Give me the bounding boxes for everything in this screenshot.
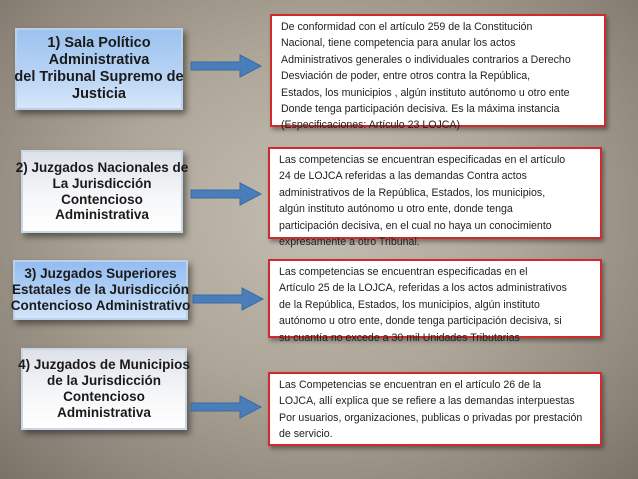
court-title-line: 4) Juzgados de Municipios <box>18 357 190 373</box>
description-line: Desviación de poder, entre otros contra la República, <box>281 70 531 83</box>
court-box-juzgados-nacionales <box>15 150 189 233</box>
court-title-line: Justicia <box>72 86 126 103</box>
description-line: de servicio. <box>279 428 333 441</box>
description-line: Por usuarios, organizaciones, publicas o privadas por prestación <box>279 411 583 424</box>
description-line: de la República, Estados, los municipios, algún instituto <box>279 298 540 311</box>
description-line: Nacional, tiene competencia para anular los actos <box>281 37 516 50</box>
court-title <box>16 160 189 224</box>
description-line: Estados, los municipios , algún instituto autónomo u otro ente <box>281 86 570 99</box>
description-line: su cuantía no excede a 30 mil Unidades Tributarias <box>279 331 520 344</box>
description-line: algún instituto autónomo u otro ente, donde tenga <box>279 203 513 216</box>
court-title-line: Contencioso Administrativo <box>10 297 191 313</box>
court-box-juzgados-municipios <box>18 348 190 430</box>
description-line: expresamente a otro Tribunal. <box>279 236 420 249</box>
court-title-line: 3) Juzgados Superiores <box>24 266 177 282</box>
description-line: Administrativos generales o individuales contrarios a Derecho <box>281 53 571 66</box>
description-line: (Especificaciones: Artículo 23 LOJCA) <box>281 119 460 132</box>
right-arrow-icon <box>190 53 263 79</box>
description-line: LOJCA, allí explica que se refiere a las demandas interpuestas <box>279 395 575 408</box>
court-title-line: del Tribunal Supremo de <box>14 69 184 85</box>
court-title-line: de la Jurisdicción <box>46 373 162 389</box>
court-title <box>11 266 191 314</box>
description-line: Donde tenga participación decisiva. Es la máxima instancia <box>281 103 560 116</box>
court-title-line: 1) Sala Político <box>47 34 151 51</box>
court-title-line: 2) Juzgados Nacionales de <box>15 159 189 175</box>
description-line: Las competencias se encuentran especificadas en el <box>279 266 528 278</box>
court-title-line: Administrativa <box>48 51 150 68</box>
description-line: participación decisiva, en el cual no haya un conocimiento <box>279 219 552 232</box>
description-line: 24 de LOJCA referidas a las demandas Contra actos <box>279 170 527 183</box>
right-arrow-icon <box>190 181 263 207</box>
description-line: administrativos de la República, Estados, los municipios, <box>279 186 546 199</box>
court-title-line: Administrativa <box>57 404 151 420</box>
court-title-line: La Jurisdicción <box>52 175 152 191</box>
right-arrow-icon <box>192 286 265 312</box>
description-line: De conformidad con el artículo 259 de la Constitución <box>281 21 533 33</box>
description-line: Las Competencias se encuentran en el artículo 26 de la <box>279 379 542 391</box>
court-title-line: Contencioso <box>63 389 145 404</box>
right-arrow-icon <box>190 394 263 420</box>
court-title-line: Estatales de la Jurisdicción <box>11 282 190 298</box>
court-box-juzgados-superiores <box>10 260 191 320</box>
description-line: Las competencias se encuentran especificadas en el artículo <box>279 154 566 166</box>
court-box-sala-politico-administrativa <box>15 28 183 110</box>
description-line: autónomo u otro ente, donde tenga participación decisiva, si <box>279 315 562 328</box>
competence-description-box <box>268 372 602 446</box>
competence-description-box <box>270 14 606 132</box>
competence-description-box <box>268 259 602 344</box>
court-title-line: Administrativa <box>55 207 149 223</box>
court-title <box>14 35 183 103</box>
court-title-line: Contencioso <box>61 191 143 207</box>
description-line: Artículo 25 de la LOJCA, referidas a los actos administrativos <box>279 282 567 295</box>
court-title <box>18 357 190 421</box>
competence-description-box <box>268 147 602 249</box>
